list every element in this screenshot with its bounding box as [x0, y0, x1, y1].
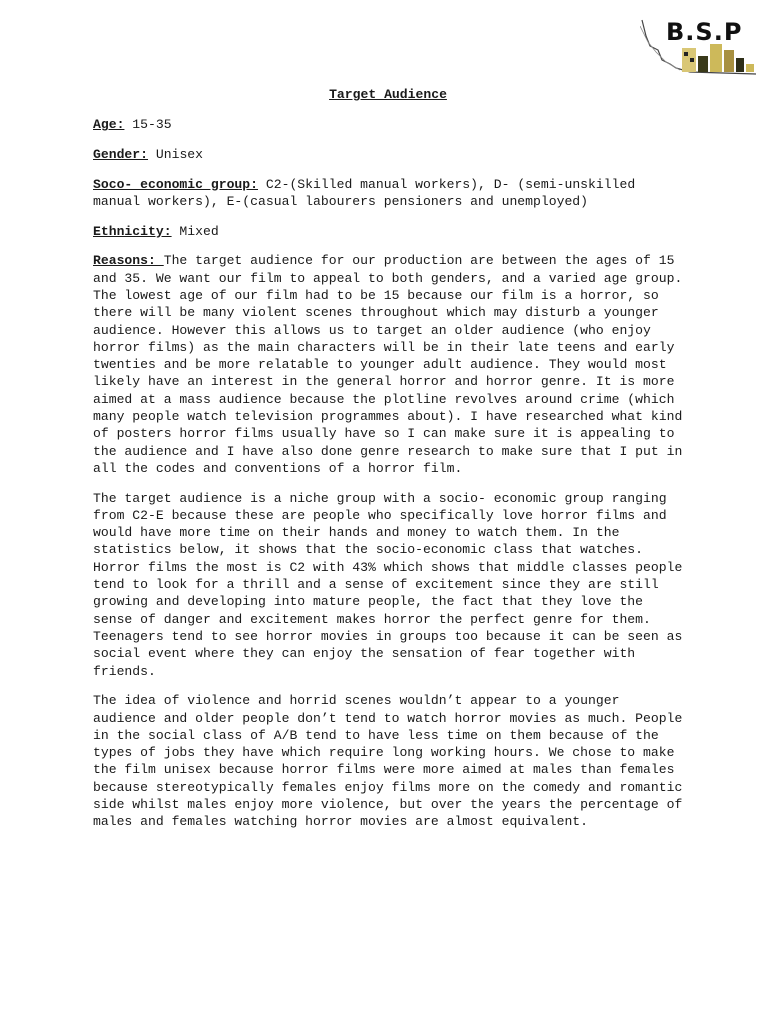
socio-economic-label: Soco- economic group: [93, 176, 259, 192]
bsp-logo [640, 16, 758, 78]
body-paragraph: The target audience is a niche group with a socio- economic group ranging from C2-E because these are people who specifically love horror films and would have more time on their hands and money to watch them. In the statistics below, it shows that the socio-economic class that watches. Horror films the most is C2 with 43% which shows that middle classes people tend to look for a thrill and a sense of excitement since they are still growing and developing into mature people, the fact that they love the sense of danger and excitement makes horror the perfect genre for them. Teenagers tend to see horror movies in groups too because it can be seen as social event where they can enjoy the sensation of fear together with friends. [93, 490, 683, 679]
gender-value: Unisex [148, 146, 204, 162]
gender-line [93, 146, 683, 163]
reasons-text: The target audience for our production are between the ages of 15 and 35. We want our film to appeal to both genders, and a varied age group. The lowest age of our film had to be 15 because our film is a horror, so there will be many violent scenes throughout which may disturb a younger audience. However this allows us to target an older audience (who enjoy horror films) as the main characters will be in their late teens and early twenties and be more relatable to younger adult audience. They would most likely have an interest in the general horror and horror genre. It is more aimed at a mass audience because the plotline revolves around crime (which many people watch television programmes about). I have researched what kind of posters horror films usually have so I can make sure it is appealing to the audience and I have also done genre research to make sure that I put in all the codes and conventions of a horror film. [93, 253, 683, 476]
page-title: Target Audience [329, 87, 447, 102]
body-paragraph: The idea of violence and horrid scenes wouldn’t appear to a younger audience and older people don’t tend to watch horror movies as much. People in the social class of A/B tend to have less time on them because of the types of jobs they have which require long working hours. We chose to make the film unisex because horror films were more aimed at males than females because stereotypically females enjoy films more on the comedy and romantic side whilst males enjoy more violence, but over the years the percentage of males and females watching horror movies are almost equivalent. [93, 693, 683, 830]
age-label: Age: [93, 117, 125, 133]
socio-economic-value: C2-(Skilled manual workers), D- (semi-unskilled manual workers), E-(casual labourers pensioners and unemployed) [93, 176, 636, 209]
age-line [93, 116, 683, 133]
reasons-label: Reasons: [93, 253, 164, 269]
socio-economic-line [93, 176, 683, 211]
ethnicity-line [93, 223, 683, 240]
age-value: 15-35 [124, 117, 172, 133]
document-body [93, 86, 683, 843]
logo-text: B.S.P [666, 18, 743, 46]
reasons-paragraph [93, 252, 683, 477]
gender-label: Gender: [93, 146, 149, 162]
ethnicity-value: Mixed [171, 223, 219, 239]
ethnicity-label: Ethnicity: [93, 223, 172, 239]
